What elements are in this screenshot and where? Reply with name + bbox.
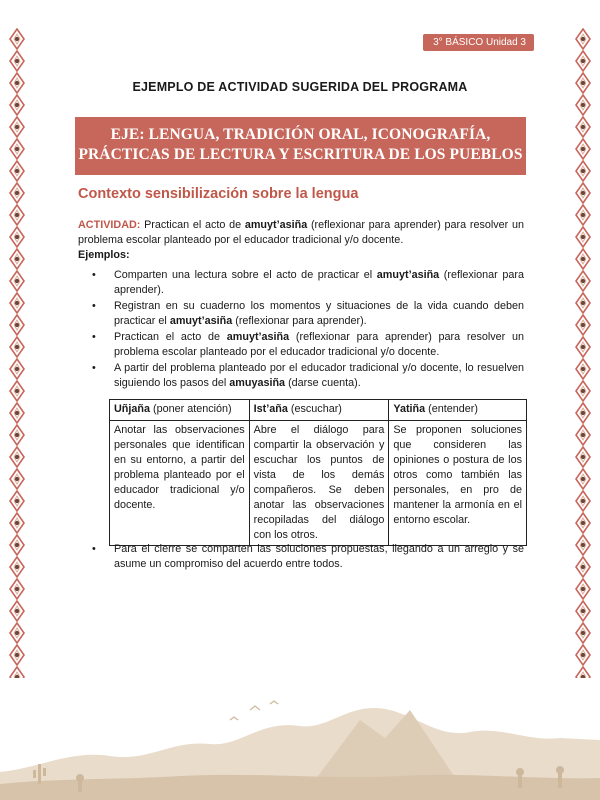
bullet-icon: • (92, 543, 96, 555)
table-header-cell: Ist’aña (escuchar) (249, 400, 389, 421)
section-title: Contexto sensibilización sobre la lengua (78, 186, 359, 202)
bullet-icon: • (92, 269, 96, 281)
list-item: • Registran en su cuaderno los momentos y situaciones de la vida cuando deben practicar el amuyt’asiña (reflexionar para aprender). (92, 300, 524, 327)
activity-term: amuyt’asiña (244, 219, 308, 231)
table-row (110, 421, 527, 546)
unit-tab: 3° BÁSICO Unidad 3 (423, 34, 534, 51)
table-cell: Anotar las observaciones personales que identifican en su entorno, a partir del problema planteado por el educador tradicional y/o docente. (110, 421, 250, 546)
eje-banner (75, 117, 526, 175)
table-cell: Abre el diálogo para compartir la observación y escuchar los puntos de vista de los demás compañeros. Se deben anotar las observaciones recopiladas del diálogo con los otros. (249, 421, 389, 546)
closing-item: • Para el cierre se comparten las soluciones propuestas, llegando a un arreglo y se asume un compromiso del acuerdo entre todos. (92, 543, 524, 570)
bullet-icon: • (92, 362, 96, 374)
examples-list (78, 268, 524, 392)
activity-paragraph (78, 218, 524, 248)
landscape-illustration (0, 680, 600, 800)
list-item: • Comparten una lectura sobre el acto de practicar el amuyt’asiña (reflexionar para aprender). (92, 269, 524, 296)
bullet-icon: • (92, 300, 96, 312)
bullet-icon: • (92, 331, 96, 343)
table-cell: Se proponen soluciones que consideren las opiniones o postura de los otros como también las personales, en pro de mantener la armonía en el entorno escolar. (389, 421, 527, 546)
list-item: • A partir del problema planteado por el educador tradicional y/o docente, lo resuelven siguiendo los pasos del amuyasiña (darse cuenta). (92, 362, 524, 389)
list-item: • Practican el acto de amuyt’asiña (reflexionar para aprender) para resolver un problema escolar planteado por el educador tradicional y/o docente. (92, 331, 524, 358)
table-header-row (110, 400, 527, 421)
activity-text-before: Practican el acto de (140, 219, 245, 231)
table-header-cell: Uñjaña (poner atención) (110, 400, 250, 421)
andean-pattern-border-left (8, 28, 26, 678)
activity-text-after: (reflexionar para aprender) para resolver un problema escolar planteado por el educador tradicional y/o docente. (78, 219, 524, 246)
page-heading: EJEMPLO DE ACTIVIDAD SUGERIDA DEL PROGRAMA (132, 80, 468, 94)
eje-line-1: EJE: LENGUA, TRADICIÓN ORAL, ICONOGRAFÍA, (110, 126, 491, 143)
steps-table (109, 399, 527, 546)
examples-label: Ejemplos: (78, 249, 130, 261)
eje-line-2: PRÁCTICAS DE LECTURA Y ESCRITURA DE LOS PUEBLOS (78, 146, 523, 163)
andean-pattern-border-right (574, 28, 592, 678)
activity-label: ACTIVIDAD: (78, 219, 141, 231)
table-header-cell: Yatiña (entender) (389, 400, 527, 421)
